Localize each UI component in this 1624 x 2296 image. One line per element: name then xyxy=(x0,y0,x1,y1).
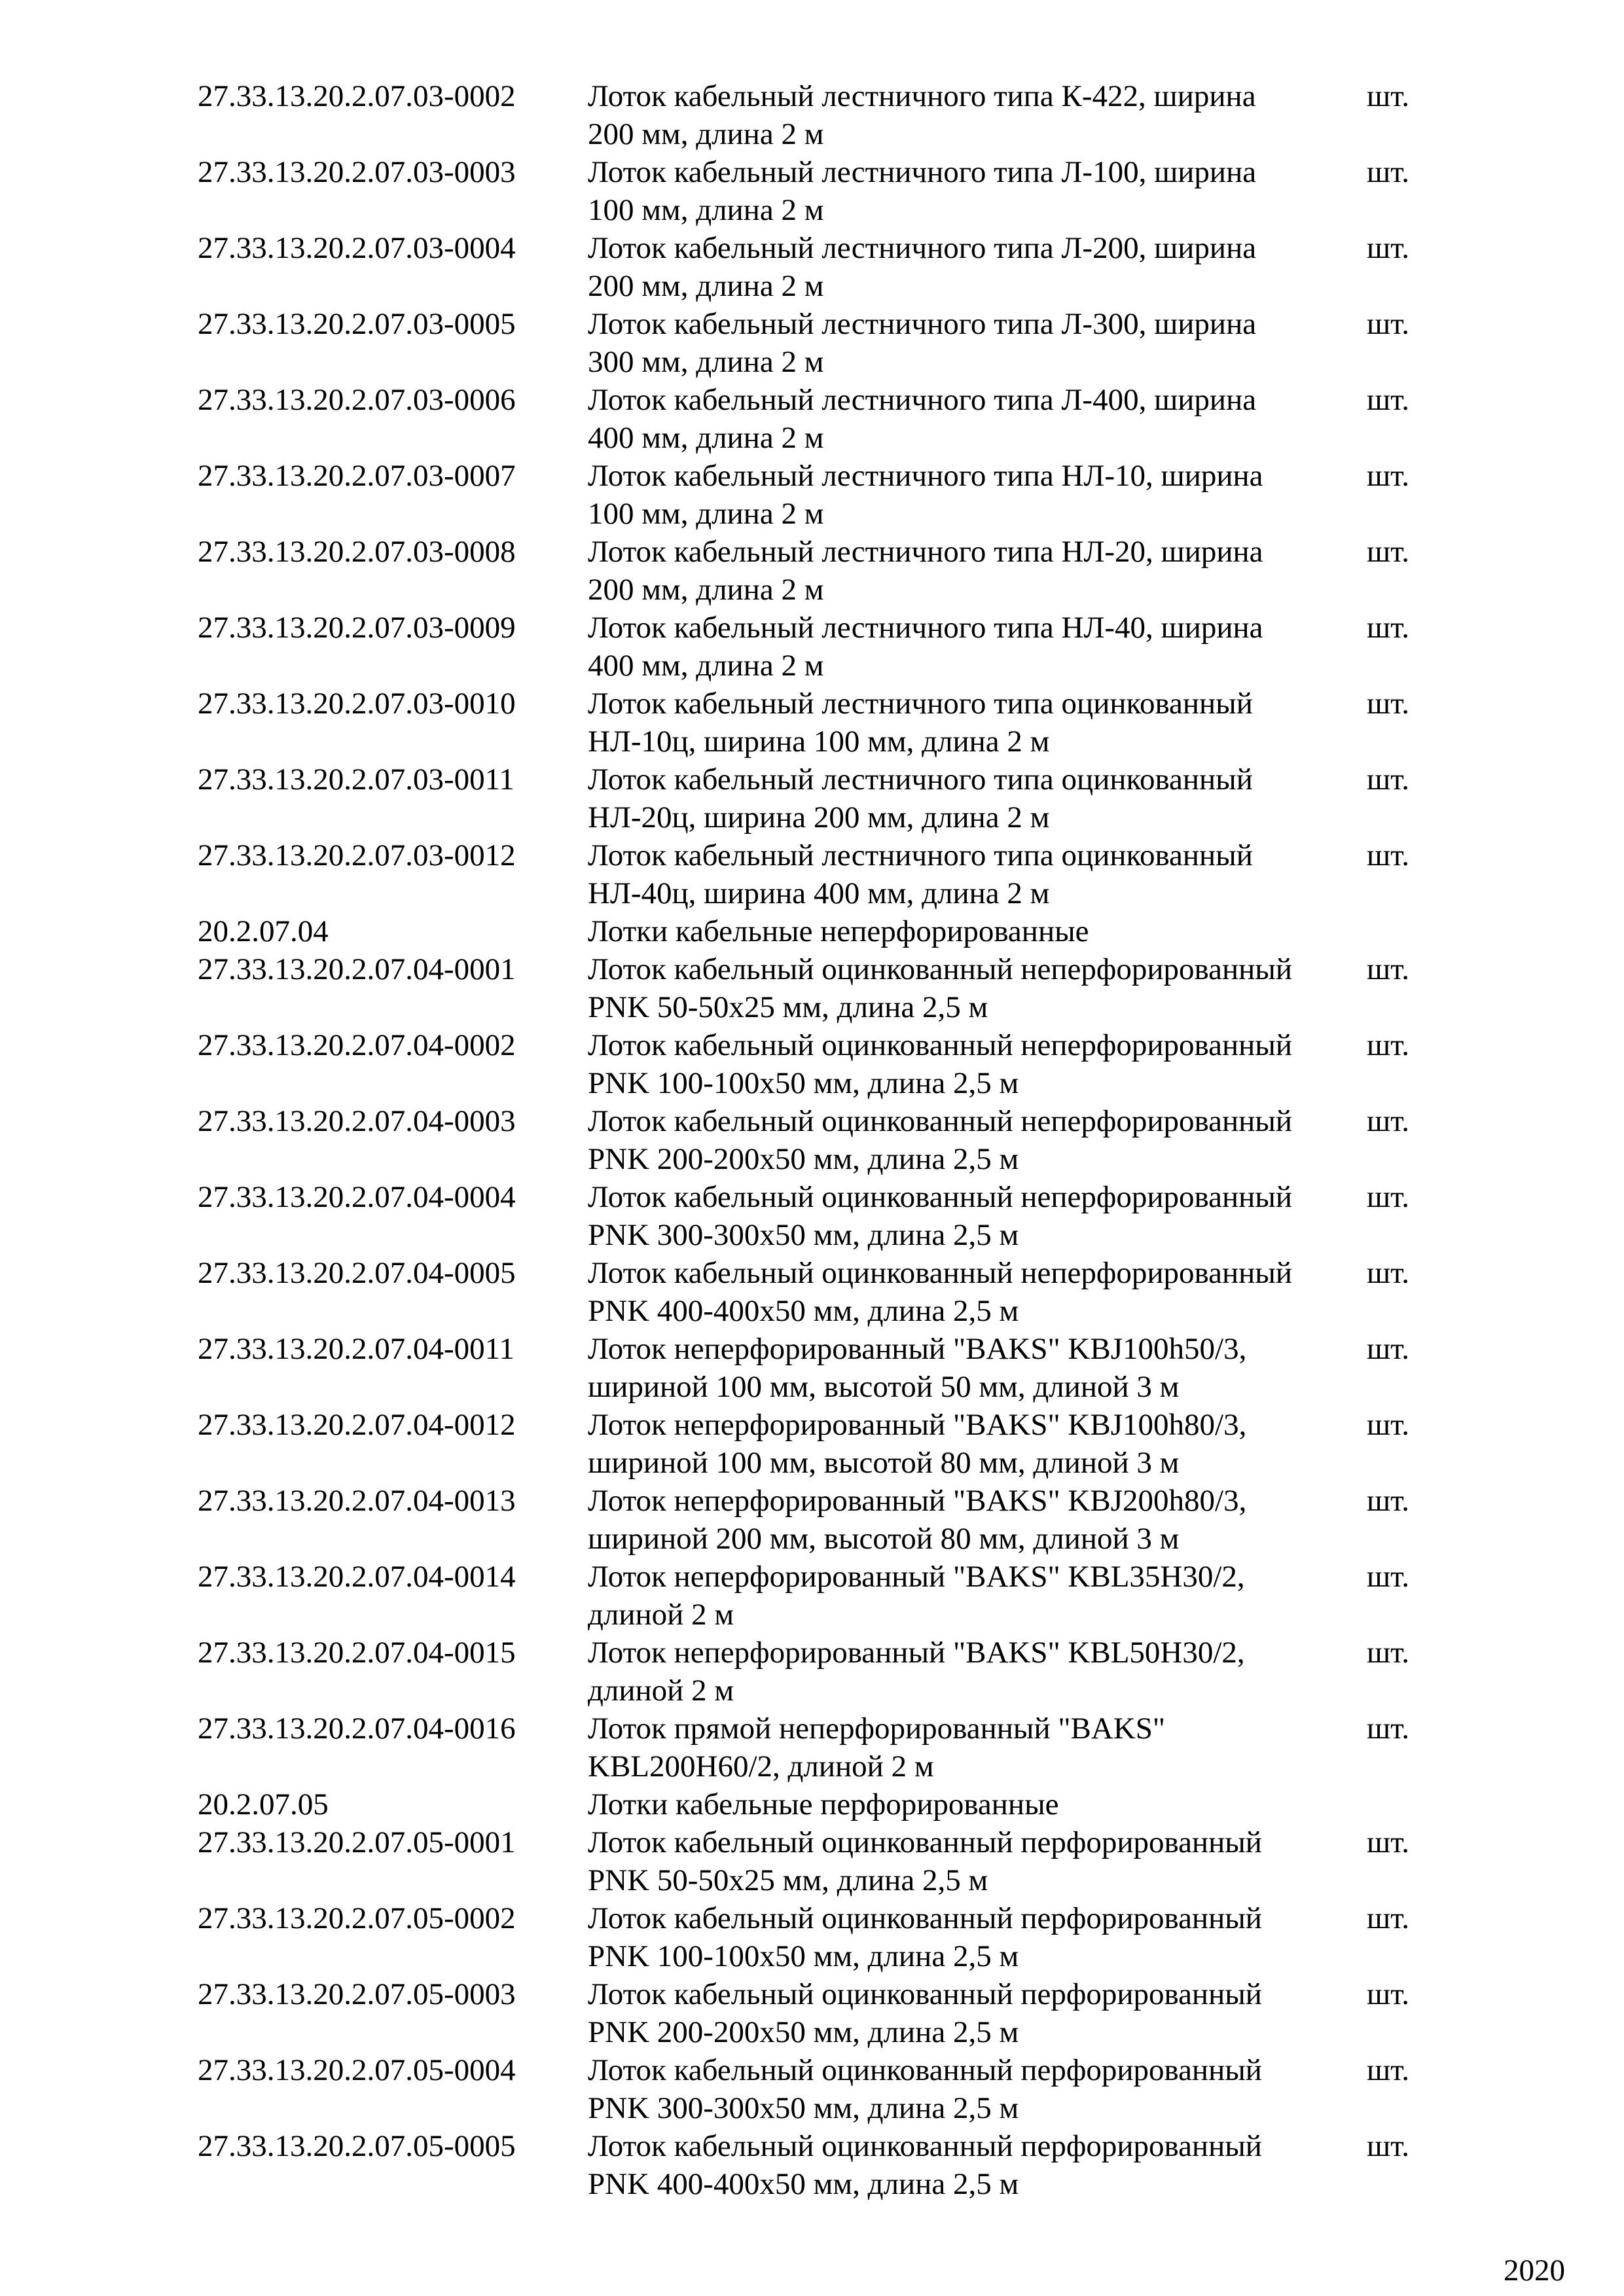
resource-name: Лоток кабельный оцинкованный перфорированный PNK 300-300х50 мм, длина 2,5 м xyxy=(588,2053,1262,2125)
resource-name: Лоток неперфорированный "BAKS" KBJ100h80/3, шириной 100 мм, высотой 80 мм, длиной 3 м xyxy=(588,1408,1247,1480)
table-row xyxy=(198,1406,1441,1482)
unit-of-measure: шт. xyxy=(1367,535,1409,569)
resource-name: Лоток кабельный лестничного типа Л-400, ширина 400 мм, длина 2 м xyxy=(588,383,1257,455)
resource-name: Лоток кабельный оцинкованный перфорированный PNK 200-200х50 мм, длина 2,5 м xyxy=(588,1977,1262,2049)
resource-code: 20.2.07.05 xyxy=(198,1787,329,1821)
unit-of-measure: шт. xyxy=(1367,687,1409,721)
resource-code: 27.33.13.20.2.07.03-0007 xyxy=(198,459,516,493)
table-row xyxy=(198,381,1441,457)
resource-code: 27.33.13.20.2.07.03-0003 xyxy=(198,155,516,189)
table-row xyxy=(198,2051,1441,2127)
resource-name: Лоток кабельный оцинкованный перфорированный PNK 100-100х50 мм, длина 2,5 м xyxy=(588,1901,1262,1973)
resource-name: Лоток кабельный оцинкованный неперфорированный PNK 400-400х50 мм, длина 2,5 м xyxy=(588,1256,1292,1328)
resource-name: Лоток неперфорированный "BAKS" KBJ100h50/3, шириной 100 мм, высотой 50 мм, длиной 3 м xyxy=(588,1332,1247,1404)
resource-name: Лоток кабельный лестничного типа Л-200, ширина 200 мм, длина 2 м xyxy=(588,231,1257,303)
resource-code: 27.33.13.20.2.07.03-0010 xyxy=(198,687,516,721)
resource-code: 27.33.13.20.2.07.05-0002 xyxy=(198,1901,516,1935)
resource-name: Лоток неперфорированный "BAKS" KBL50H30/2, длиной 2 м xyxy=(588,1636,1245,1708)
unit-of-measure: шт. xyxy=(1367,1104,1409,1138)
unit-of-measure: шт. xyxy=(1367,79,1409,113)
table-row xyxy=(198,1254,1441,1330)
unit-of-measure: шт. xyxy=(1367,611,1409,645)
resource-code: 27.33.13.20.2.07.05-0004 xyxy=(198,2053,516,2087)
unit-of-measure: шт. xyxy=(1367,1560,1409,1594)
resource-code: 27.33.13.20.2.07.04-0004 xyxy=(198,1180,516,1214)
resource-name: Лоток кабельный лестничного типа НЛ-20, ширина 200 мм, длина 2 м xyxy=(588,535,1263,607)
table-row xyxy=(198,1178,1441,1254)
resource-name: Лоток кабельный лестничного типа Л-300, ширина 300 мм, длина 2 м xyxy=(588,307,1257,379)
unit-of-measure: шт. xyxy=(1367,2129,1409,2163)
resource-name: Лоток кабельный лестничного типа Л-100, ширина 100 мм, длина 2 м xyxy=(588,155,1257,227)
unit-of-measure: шт. xyxy=(1367,231,1409,265)
resource-name: Лоток кабельный оцинкованный неперфорированный PNK 200-200х50 мм, длина 2,5 м xyxy=(588,1104,1292,1176)
table-row xyxy=(198,950,1441,1026)
unit-of-measure: шт. xyxy=(1367,2053,1409,2087)
table-row xyxy=(198,1634,1441,1710)
unit-of-measure: шт. xyxy=(1367,1028,1409,1062)
table-row xyxy=(198,685,1441,761)
resource-name: Лоток кабельный лестничного типа оцинкованный НЛ-40ц, ширина 400 мм, длина 2 м xyxy=(588,838,1253,910)
resource-code: 27.33.13.20.2.07.04-0001 xyxy=(198,952,516,986)
resource-name: Лоток кабельный оцинкованный перфорированный PNK 400-400х50 мм, длина 2,5 м xyxy=(588,2129,1262,2201)
table-row xyxy=(198,1482,1441,1558)
resource-name: Лоток кабельный оцинкованный неперфорированный PNK 50-50х25 мм, длина 2,5 м xyxy=(588,952,1292,1024)
resource-name: Лоток кабельный лестничного типа НЛ-10, ширина 100 мм, длина 2 м xyxy=(588,459,1263,531)
unit-of-measure: шт. xyxy=(1367,1636,1409,1670)
resource-name: Лоток неперфорированный "BAKS" KBL35H30/2, длиной 2 м xyxy=(588,1560,1245,1632)
resource-name: Лоток кабельный лестничного типа оцинкованный НЛ-20ц, ширина 200 мм, длина 2 м xyxy=(588,762,1253,834)
group-heading-row xyxy=(198,1785,1441,1823)
unit-of-measure: шт. xyxy=(1367,1825,1409,1859)
resource-code: 27.33.13.20.2.07.04-0003 xyxy=(198,1104,516,1138)
resource-code: 27.33.13.20.2.07.05-0005 xyxy=(198,2129,516,2163)
resource-code: 27.33.13.20.2.07.04-0002 xyxy=(198,1028,516,1062)
resource-name: Лоток кабельный лестничного типа оцинкованный НЛ-10ц, ширина 100 мм, длина 2 м xyxy=(588,687,1253,759)
resource-code: 27.33.13.20.2.07.04-0011 xyxy=(198,1332,514,1366)
table-row xyxy=(198,533,1441,609)
group-title: Лотки кабельные перфорированные xyxy=(588,1787,1059,1821)
unit-of-measure: шт. xyxy=(1367,1180,1409,1214)
table-row xyxy=(198,1330,1441,1406)
unit-of-measure: шт. xyxy=(1367,155,1409,189)
unit-of-measure: шт. xyxy=(1367,952,1409,986)
table-row xyxy=(198,2127,1441,2203)
table-row xyxy=(198,1975,1441,2051)
table-row xyxy=(198,1558,1441,1634)
page-number: 2020 xyxy=(1504,2253,1565,2287)
resource-code: 27.33.13.20.2.07.03-0004 xyxy=(198,231,516,265)
unit-of-measure: шт. xyxy=(1367,1901,1409,1935)
resource-code: 27.33.13.20.2.07.03-0008 xyxy=(198,535,516,569)
resource-code: 27.33.13.20.2.07.05-0003 xyxy=(198,1977,516,2011)
resource-name: Лоток прямой неперфорированный "BAKS" KBL200H60/2, длиной 2 м xyxy=(588,1712,1166,1784)
table-row xyxy=(198,1102,1441,1178)
unit-of-measure: шт. xyxy=(1367,1484,1409,1518)
resource-code: 27.33.13.20.2.07.04-0014 xyxy=(198,1560,516,1594)
resource-code: 27.33.13.20.2.07.03-0006 xyxy=(198,383,516,417)
table-row xyxy=(198,457,1441,533)
resource-code: 27.33.13.20.2.07.04-0005 xyxy=(198,1256,516,1290)
unit-of-measure: шт. xyxy=(1367,459,1409,493)
resource-code: 27.33.13.20.2.07.03-0009 xyxy=(198,611,516,645)
table-row xyxy=(198,836,1441,912)
resource-name: Лоток кабельный оцинкованный перфорированный PNK 50-50х25 мм, длина 2,5 м xyxy=(588,1825,1262,1897)
unit-of-measure: шт. xyxy=(1367,1256,1409,1290)
table-row xyxy=(198,305,1441,381)
table-row xyxy=(198,761,1441,836)
unit-of-measure: шт. xyxy=(1367,307,1409,341)
unit-of-measure: шт. xyxy=(1367,838,1409,872)
resource-code: 27.33.13.20.2.07.04-0013 xyxy=(198,1484,516,1518)
resource-code: 27.33.13.20.2.07.04-0016 xyxy=(198,1712,516,1746)
unit-of-measure: шт. xyxy=(1367,1332,1409,1366)
unit-of-measure: шт. xyxy=(1367,1712,1409,1746)
table-row xyxy=(198,77,1441,153)
table-row xyxy=(198,1899,1441,1975)
resource-code: 27.33.13.20.2.07.04-0012 xyxy=(198,1408,516,1442)
table-row xyxy=(198,229,1441,305)
resource-name: Лоток кабельный оцинкованный неперфорированный PNK 300-300х50 мм, длина 2,5 м xyxy=(588,1180,1292,1252)
unit-of-measure: шт. xyxy=(1367,1408,1409,1442)
resource-code: 20.2.07.04 xyxy=(198,914,329,948)
unit-of-measure xyxy=(1367,1785,1441,1823)
unit-of-measure: шт. xyxy=(1367,762,1409,797)
resource-code: 27.33.13.20.2.07.03-0011 xyxy=(198,762,514,797)
unit-of-measure: шт. xyxy=(1367,383,1409,417)
resource-table xyxy=(198,77,1441,2203)
resource-name: Лоток неперфорированный "BAKS" KBJ200h80/3, шириной 200 мм, высотой 80 мм, длиной 3 м xyxy=(588,1484,1247,1556)
resource-code: 27.33.13.20.2.07.03-0012 xyxy=(198,838,516,872)
table-row xyxy=(198,1710,1441,1785)
unit-of-measure: шт. xyxy=(1367,1977,1409,2011)
table-row xyxy=(198,1026,1441,1102)
table-row xyxy=(198,609,1441,685)
unit-of-measure xyxy=(1367,912,1441,950)
resource-code: 27.33.13.20.2.07.03-0002 xyxy=(198,79,516,113)
group-heading-row xyxy=(198,912,1441,950)
resource-code: 27.33.13.20.2.07.03-0005 xyxy=(198,307,516,341)
resource-name: Лоток кабельный лестничного типа НЛ-40, ширина 400 мм, длина 2 м xyxy=(588,611,1263,683)
table-row xyxy=(198,1823,1441,1899)
resource-code: 27.33.13.20.2.07.05-0001 xyxy=(198,1825,516,1859)
group-title: Лотки кабельные неперфорированные xyxy=(588,914,1089,948)
resource-name: Лоток кабельный оцинкованный неперфорированный PNK 100-100х50 мм, длина 2,5 м xyxy=(588,1028,1292,1100)
resource-code: 27.33.13.20.2.07.04-0015 xyxy=(198,1636,516,1670)
resource-name: Лоток кабельный лестничного типа К-422, ширина 200 мм, длина 2 м xyxy=(588,79,1256,151)
table-row xyxy=(198,153,1441,229)
